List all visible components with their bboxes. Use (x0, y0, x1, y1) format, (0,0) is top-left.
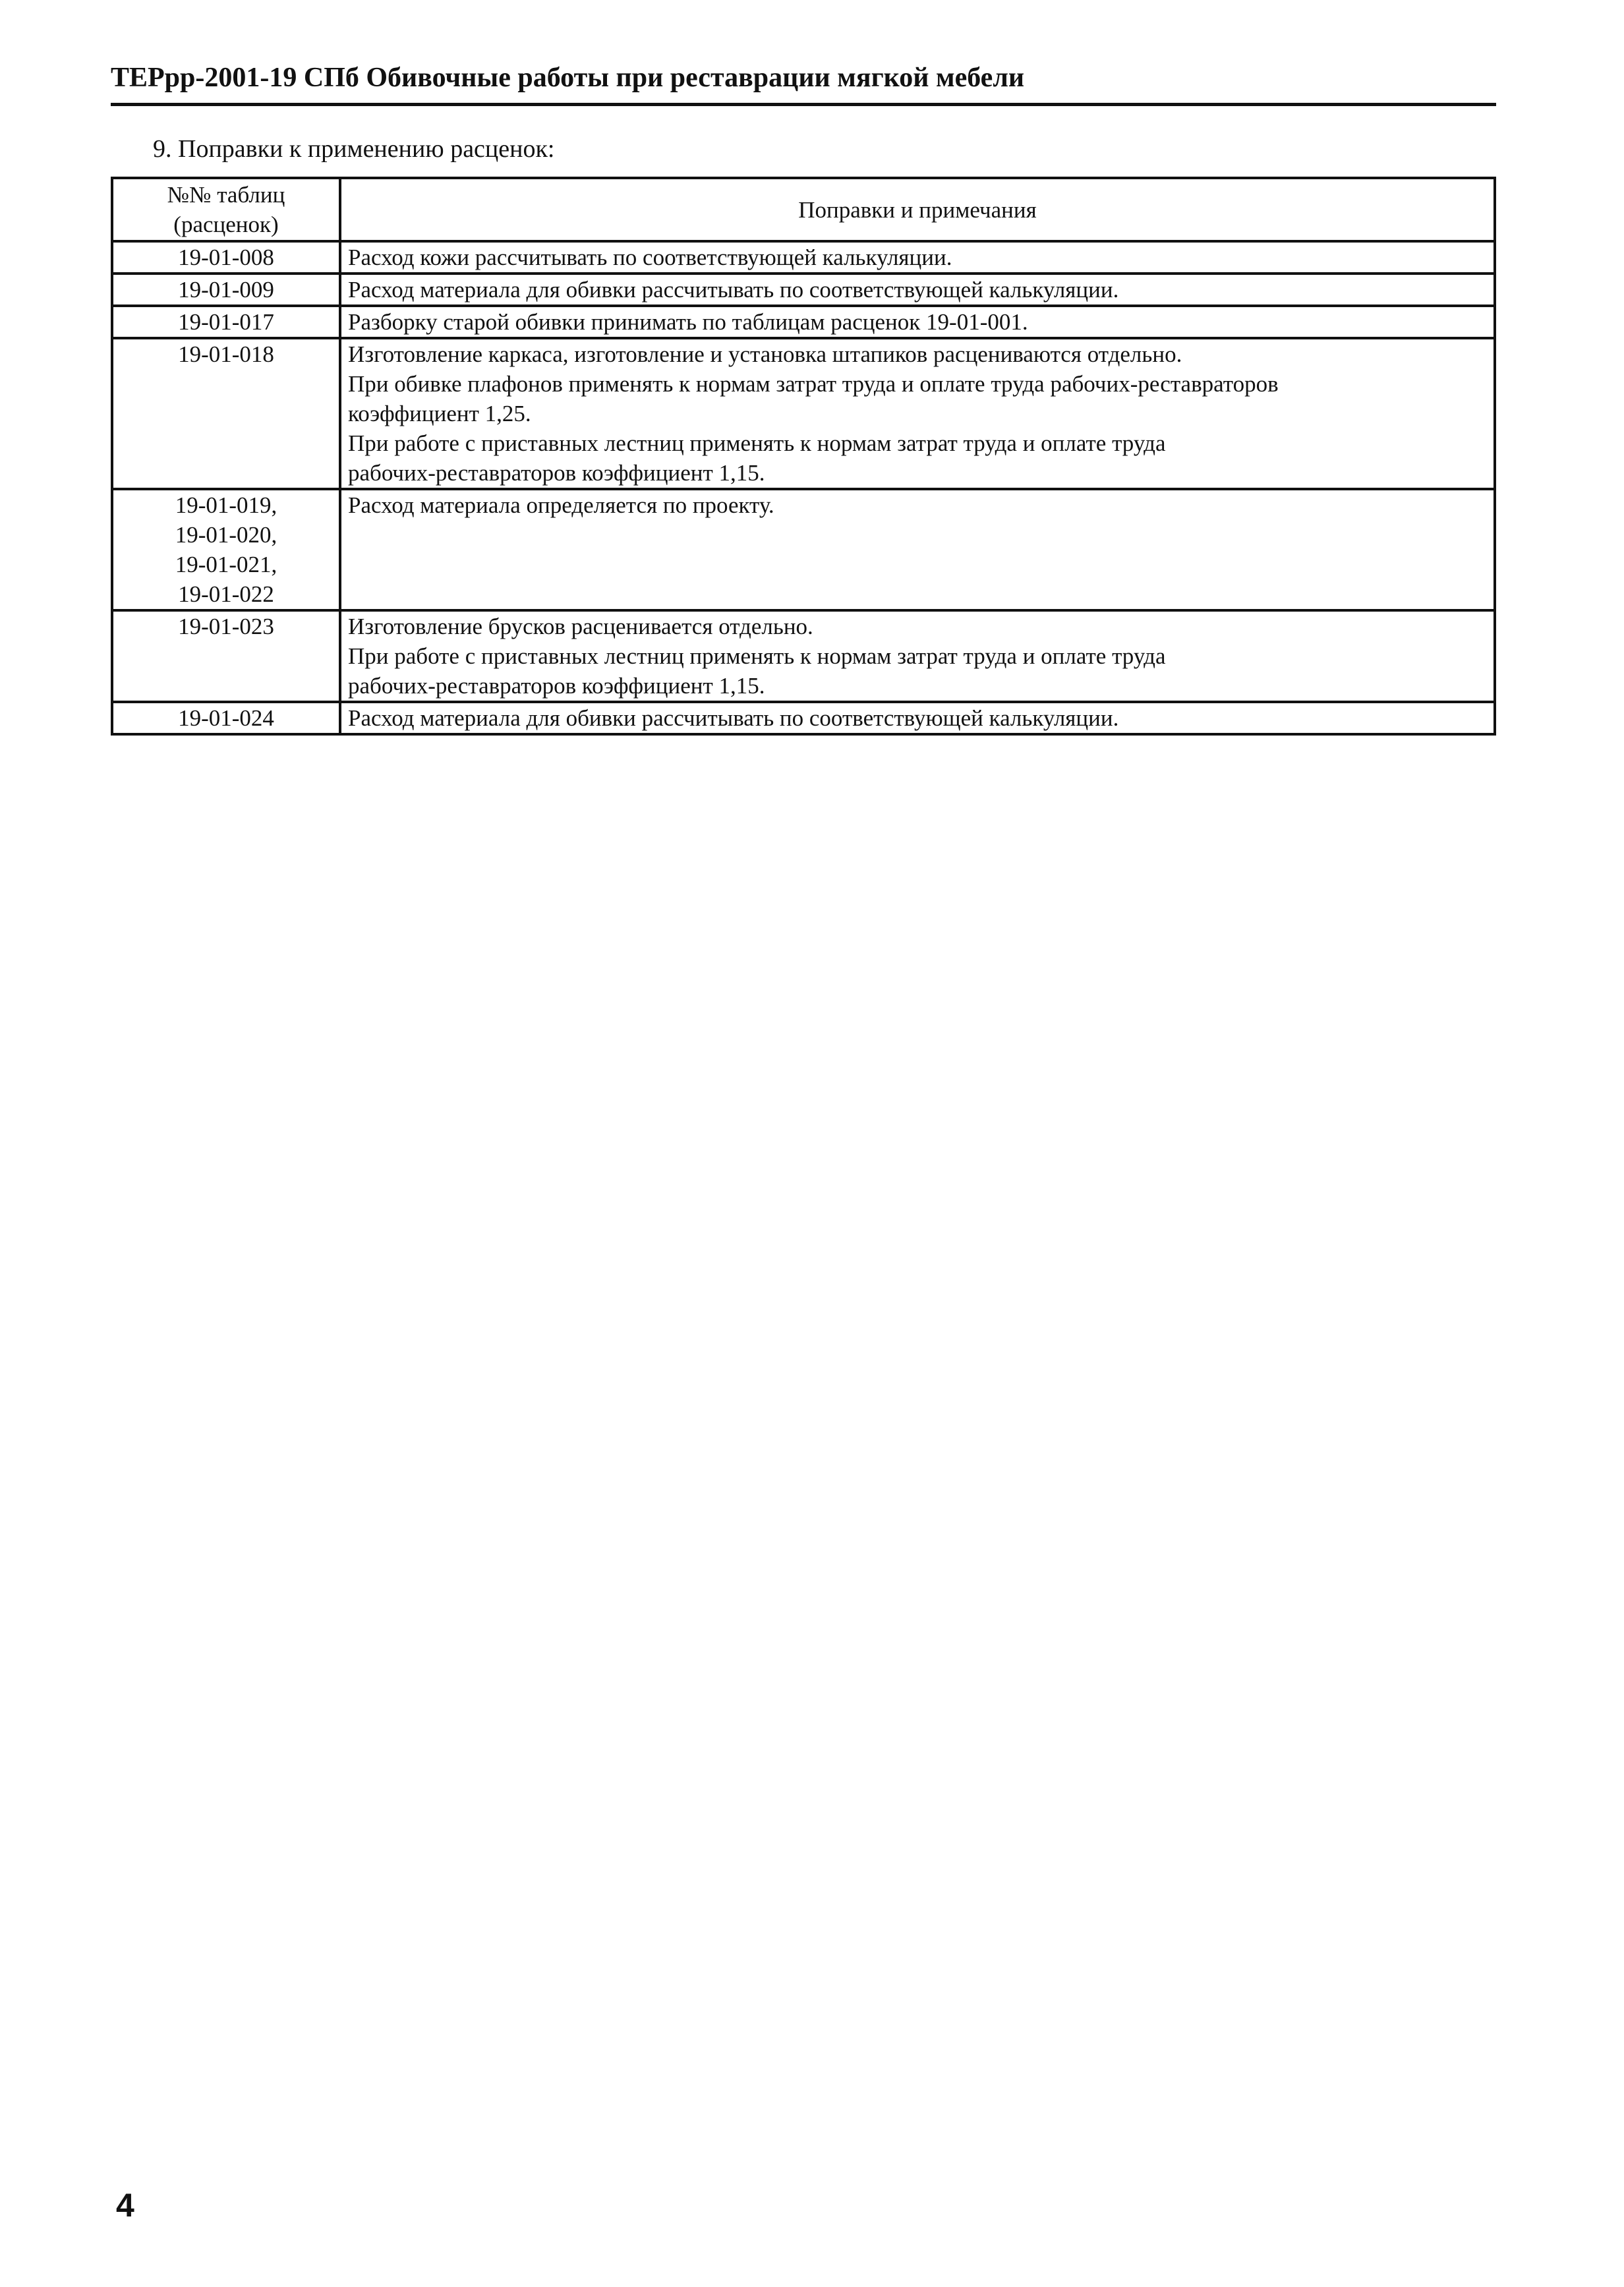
row-notes-cell (340, 241, 1495, 274)
header-rule (111, 103, 1496, 106)
row-notes-cell (340, 489, 1495, 610)
table-note-line: коэффициент 1,25. (348, 401, 531, 426)
row-codes-cell (112, 274, 340, 306)
section-heading: 9. Поправки к применению расценок: (153, 135, 555, 163)
row-codes-cell (112, 306, 340, 338)
table-note-line: При работе с приставных лестниц применять к нормам затрат труда и оплате труда (348, 430, 1166, 456)
table-note-line: рабочих-реставраторов коэффициент 1,15. (348, 460, 765, 486)
table-row (112, 702, 1495, 734)
table-code: 19-01-020, (175, 522, 277, 548)
row-codes-cell (112, 338, 340, 489)
row-notes-cell (340, 702, 1495, 734)
page-number: 4 (116, 2187, 134, 2224)
table-row (112, 338, 1495, 489)
row-notes-cell (340, 274, 1495, 306)
table-note-line: Расход кожи рассчитывать по соответствующей калькуляции. (348, 245, 952, 270)
table-note-line: Расход материала определяется по проекту. (348, 492, 774, 518)
row-codes-cell (112, 241, 340, 274)
table-note-line: Разборку старой обивки принимать по таблицам расценок 19-01-001. (348, 309, 1028, 335)
page-header-title: ТЕРрр-2001-19 СПб Обивочные работы при реставрации мягкой мебели (111, 63, 1025, 93)
table-row (112, 241, 1495, 274)
table-code: 19-01-023 (178, 614, 274, 639)
table-row (112, 489, 1495, 610)
table-note-line: Изготовление каркаса, изготовление и установка штапиков расцениваются отдельно. (348, 341, 1182, 367)
table-note-line: Расход материала для обивки рассчитывать по соответствующей калькуляции. (348, 705, 1119, 731)
table-note-line: рабочих-реставраторов коэффициент 1,15. (348, 673, 765, 699)
table-code: 19-01-024 (178, 705, 274, 731)
table-code: 19-01-022 (178, 581, 274, 607)
table-code: 19-01-009 (178, 277, 274, 303)
table-note-line: Расход материала для обивки рассчитывать по соответствующей калькуляции. (348, 277, 1119, 303)
column-header-codes-line1: №№ таблиц (167, 182, 285, 208)
table-code: 19-01-021, (175, 552, 277, 577)
column-header-notes: Поправки и примечания (340, 178, 1495, 241)
table-note-line: Изготовление брусков расценивается отдельно. (348, 614, 813, 639)
table-code: 19-01-019, (175, 492, 277, 518)
row-notes-cell (340, 338, 1495, 489)
table-code: 19-01-017 (178, 309, 274, 335)
row-notes-cell (340, 306, 1495, 338)
table-row (112, 274, 1495, 306)
corrections-table (111, 177, 1496, 736)
table-row (112, 306, 1495, 338)
column-header-codes (112, 178, 340, 241)
row-notes-cell (340, 610, 1495, 702)
table-note-line: При работе с приставных лестниц применять к нормам затрат труда и оплате труда (348, 643, 1166, 669)
table-header-row (112, 178, 1495, 241)
row-codes-cell (112, 489, 340, 610)
column-header-codes-line2: (расценок) (173, 212, 279, 237)
table-row (112, 610, 1495, 702)
row-codes-cell (112, 610, 340, 702)
table-note-line: При обивке плафонов применять к нормам затрат труда и оплате труда рабочих-реставраторов (348, 371, 1279, 397)
table-code: 19-01-008 (178, 245, 274, 270)
table-code: 19-01-018 (178, 341, 274, 367)
row-codes-cell (112, 702, 340, 734)
